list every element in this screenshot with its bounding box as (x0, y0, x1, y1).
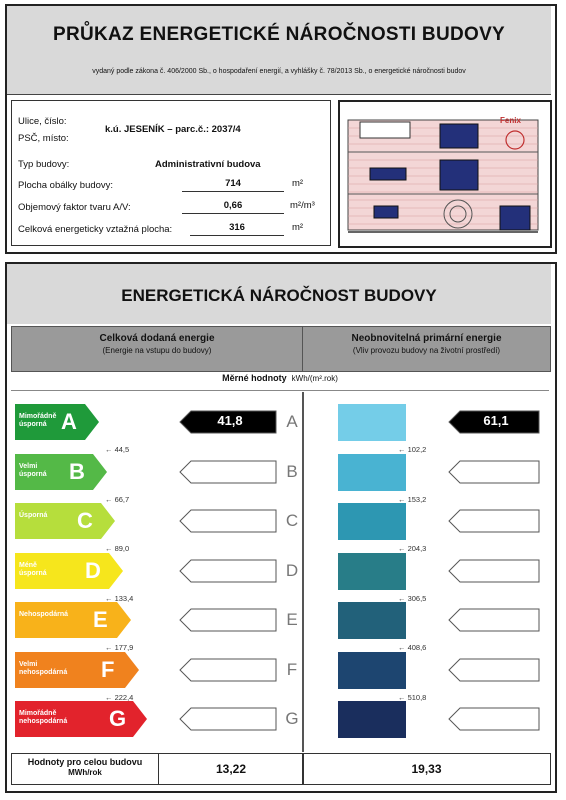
right-column-subtitle: (Vliv provozu budovy na životní prostředí) (352, 346, 501, 355)
class-b-name (19, 463, 47, 479)
class-g-letter: G (109, 706, 127, 731)
left-threshold: ← 133,4 (105, 593, 134, 603)
right-marker-e (448, 608, 540, 632)
factor-value: 0,66 (182, 200, 284, 214)
class-f-label: F (286, 659, 298, 679)
right-marker-d (448, 559, 540, 583)
class-name-line: Mimořádně (19, 710, 57, 717)
right-marker-g (448, 707, 540, 731)
right-marker-b (448, 460, 540, 484)
class-d-label: D (285, 560, 299, 580)
right-threshold: ← 510,8 (398, 692, 427, 702)
class-e-name (19, 611, 68, 619)
left-marker-c (179, 509, 277, 533)
right-threshold: ← 102,2 (398, 445, 427, 454)
class-name-line: úsporná (19, 470, 47, 478)
factor-label: Objemový faktor tvaru A/V: (18, 202, 131, 213)
whole-building-label (11, 753, 159, 785)
left-marker-f (179, 658, 277, 682)
class-g-label: G (285, 709, 299, 728)
class-c-label: C (285, 511, 299, 530)
building-image (338, 100, 552, 248)
area-label: Plocha obálky budovy: (18, 180, 114, 191)
type-label: Typ budovy: (18, 159, 70, 170)
class-name-line: Velmi (19, 462, 38, 470)
left-column-title: Celková dodaná energie (99, 333, 215, 344)
area-unit: m² (292, 178, 304, 189)
class-g-name (19, 710, 67, 726)
class-name-line: Mimořádně (19, 413, 57, 420)
ref-area-value: 316 (190, 222, 284, 236)
left-threshold: ← 222,4 (105, 692, 134, 702)
whole-building-unit: MWh/rok (68, 768, 102, 777)
ref-area-unit: m² (292, 222, 304, 233)
class-b-label: B (286, 461, 298, 481)
primary-class-d-bar (338, 553, 406, 590)
certificate-subtitle: vydaný podle zákona č. 406/2000 Sb., o hospodaření energií, a vyhlášky č. 78/2013 Sb., o energetické náročnosti budov (92, 68, 466, 75)
specific-values-unit: kWh/(m².rok) (291, 374, 338, 383)
left-threshold: ← 89,0 (105, 544, 130, 553)
right-marker-c (448, 509, 540, 533)
primary-class-c-bar (338, 503, 406, 540)
whole-building-right-value: 19,33 (302, 753, 551, 785)
type-value: Administrativní budova (155, 159, 261, 170)
primary-class-e-bar (338, 602, 406, 639)
right-marker-f (448, 658, 540, 682)
primary-class-a-bar (338, 404, 406, 441)
right-threshold: ← 408,6 (398, 643, 427, 652)
class-name-line: nehospodárná (19, 718, 68, 725)
left-marker-b (179, 460, 277, 484)
class-a-name (19, 413, 56, 429)
class-name-line: nehospodárná (19, 668, 68, 676)
class-a-label: A (286, 412, 298, 431)
class-a-letter: A (61, 409, 77, 434)
class-d-name (19, 562, 47, 578)
right-value: 61,1 (483, 413, 509, 428)
factor-unit: m²/m³ (290, 200, 315, 211)
left-marker-g (179, 707, 277, 731)
left-threshold: ← 177,9 (105, 643, 134, 652)
primary-class-g-bar (338, 701, 406, 738)
certificate-title: PRŮKAZ ENERGETICKÉ NÁROČNOSTI BUDOVY (52, 24, 506, 45)
psc-label: PSČ, místo: (18, 133, 69, 144)
class-c-name (19, 512, 47, 520)
class-name-line: Méně (19, 561, 37, 569)
class-e-letter: E (93, 607, 108, 632)
left-threshold: ← 66,7 (105, 494, 130, 504)
column-divider (302, 392, 304, 752)
class-b-letter: B (69, 458, 85, 484)
class-f-name (19, 661, 67, 677)
primary-class-b-bar (338, 454, 406, 491)
right-threshold: ← 153,2 (398, 494, 427, 504)
whole-building-left-value: 13,22 (158, 753, 304, 785)
ref-area-label: Celková energeticky vztažná plocha: (18, 224, 173, 235)
rating-top-rule (11, 390, 549, 391)
class-e-arrow (15, 602, 131, 638)
class-f-letter: F (101, 656, 115, 682)
right-column-header (302, 326, 551, 372)
class-c-letter: C (77, 508, 93, 533)
left-threshold: ← 44,5 (105, 445, 130, 454)
right-column-title: Neobnovitelná primární energie (351, 333, 502, 344)
street-label: Ulice, číslo: (18, 116, 67, 127)
certificate-header (7, 6, 551, 95)
primary-class-f-bar (338, 652, 406, 689)
rating-title: ENERGETICKÁ NÁROČNOST BUDOVY (121, 286, 437, 305)
class-name-line: Velmi (19, 660, 38, 668)
left-column-header (11, 326, 303, 372)
area-value: 714 (182, 178, 284, 192)
left-marker-e (179, 608, 277, 632)
whole-building-label-text: Hodnoty pro celou budovu (27, 757, 143, 767)
class-name-line: úsporná (19, 569, 47, 577)
specific-values-text: Měrné hodnoty (222, 373, 287, 383)
class-name-line: Úsporná (19, 512, 48, 519)
left-value: 41,8 (217, 413, 243, 428)
left-column-subtitle: (Energie na vstupu do budovy) (102, 346, 212, 355)
right-threshold: ← 204,3 (398, 544, 427, 553)
left-marker-d (179, 559, 277, 583)
class-d-letter: D (85, 557, 101, 583)
address-value: k.ú. JESENÍK – parc.č.: 2037/4 (105, 124, 241, 135)
right-threshold: ← 306,5 (398, 593, 427, 603)
class-name-line: Nehospodárná (19, 611, 69, 618)
specific-values-label (100, 373, 460, 383)
class-c-arrow (15, 503, 115, 539)
class-e-label: E (286, 610, 298, 629)
image-logo: Fenix (500, 116, 521, 125)
class-name-line: úsporná (19, 421, 47, 428)
